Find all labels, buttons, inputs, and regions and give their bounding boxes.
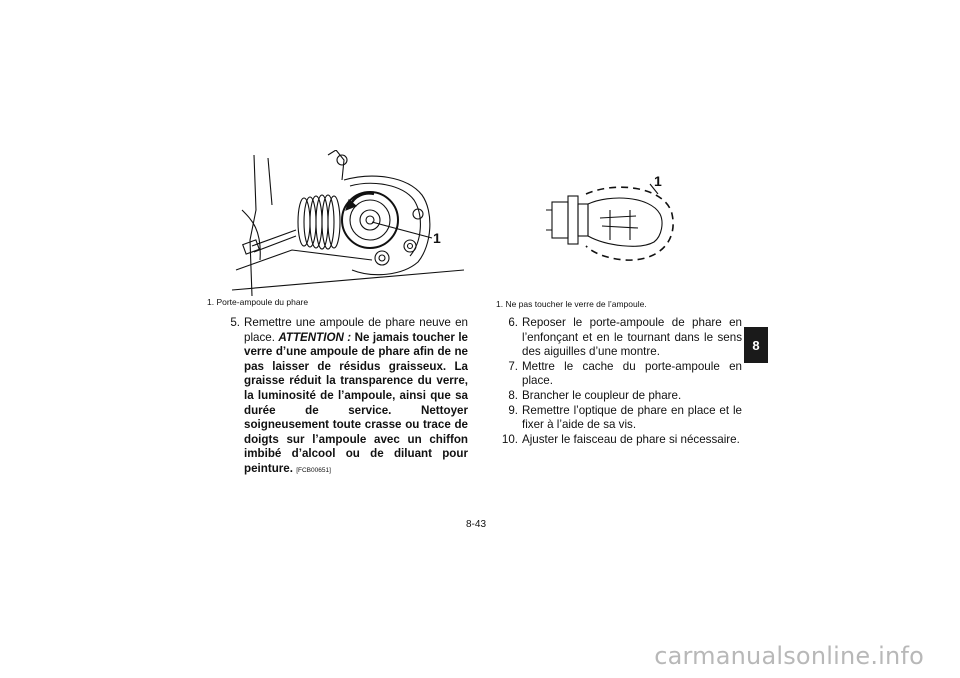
step-number: 8. bbox=[508, 388, 518, 402]
step-number: 7. bbox=[508, 359, 518, 373]
callout-number: 1 bbox=[654, 173, 662, 189]
step-text: Reposer le porte-ampoule de phare en l’enfonçant et en le tournant dans le sens des aiguilles d’une montre. bbox=[522, 316, 742, 359]
watermark: carmanualsonline.info bbox=[654, 642, 924, 670]
attention-label: ATTENTION : bbox=[278, 330, 352, 344]
step-number: 10. bbox=[501, 432, 518, 446]
step-8 bbox=[496, 389, 742, 404]
step-10 bbox=[496, 433, 742, 448]
step-text: Mettre le cache du porte-ampoule en place. bbox=[522, 359, 742, 388]
step-text: Remettre l’optique de phare en place et le fixer à l’aide de sa vis. bbox=[522, 403, 742, 432]
headlight-assembly-drawing bbox=[232, 150, 464, 296]
step-5 bbox=[218, 316, 468, 479]
instruction-steps-left bbox=[218, 316, 468, 479]
attention-text: Ne jamais toucher le verre d’une ampoule de phare afin de ne pas laisser de résidus graisseux. La graisse réduit la transparence du verre, la luminosité de l’ampoule, ainsi que sa durée de service. Nettoyer soigneusement toute crasse ou trace de doigts sur l’ampoule avec un chiffon imbibé d’alcool ou de diluant pour peinture. bbox=[244, 330, 468, 475]
step-text: Remettre une ampoule de phare neuve en place. bbox=[244, 316, 468, 344]
figure-caption-left: 1. Porte-ampoule du phare bbox=[207, 297, 309, 307]
page-number: 8-43 bbox=[466, 519, 487, 530]
step-6 bbox=[496, 316, 742, 360]
step-7 bbox=[496, 360, 742, 389]
step-9 bbox=[496, 404, 742, 433]
step-text: Ajuster le faisceau de phare si nécessaire. bbox=[522, 432, 740, 446]
step-number: 5. bbox=[230, 316, 240, 329]
reference-code: [FCB00651] bbox=[296, 466, 331, 474]
step-number: 9. bbox=[508, 403, 518, 417]
bulb-drawing bbox=[540, 170, 680, 270]
step-number: 6. bbox=[508, 316, 518, 329]
headlight-bulb-holder-illustration bbox=[232, 150, 464, 296]
instruction-steps-right bbox=[496, 316, 742, 447]
callout-number: 1 bbox=[433, 230, 441, 246]
headlight-bulb-illustration bbox=[540, 170, 680, 270]
step-text: Brancher le coupleur de phare. bbox=[522, 388, 682, 402]
figure-caption-right: 1. Ne pas toucher le verre de l’ampoule. bbox=[496, 299, 647, 309]
chapter-tab: 8 bbox=[744, 327, 768, 363]
